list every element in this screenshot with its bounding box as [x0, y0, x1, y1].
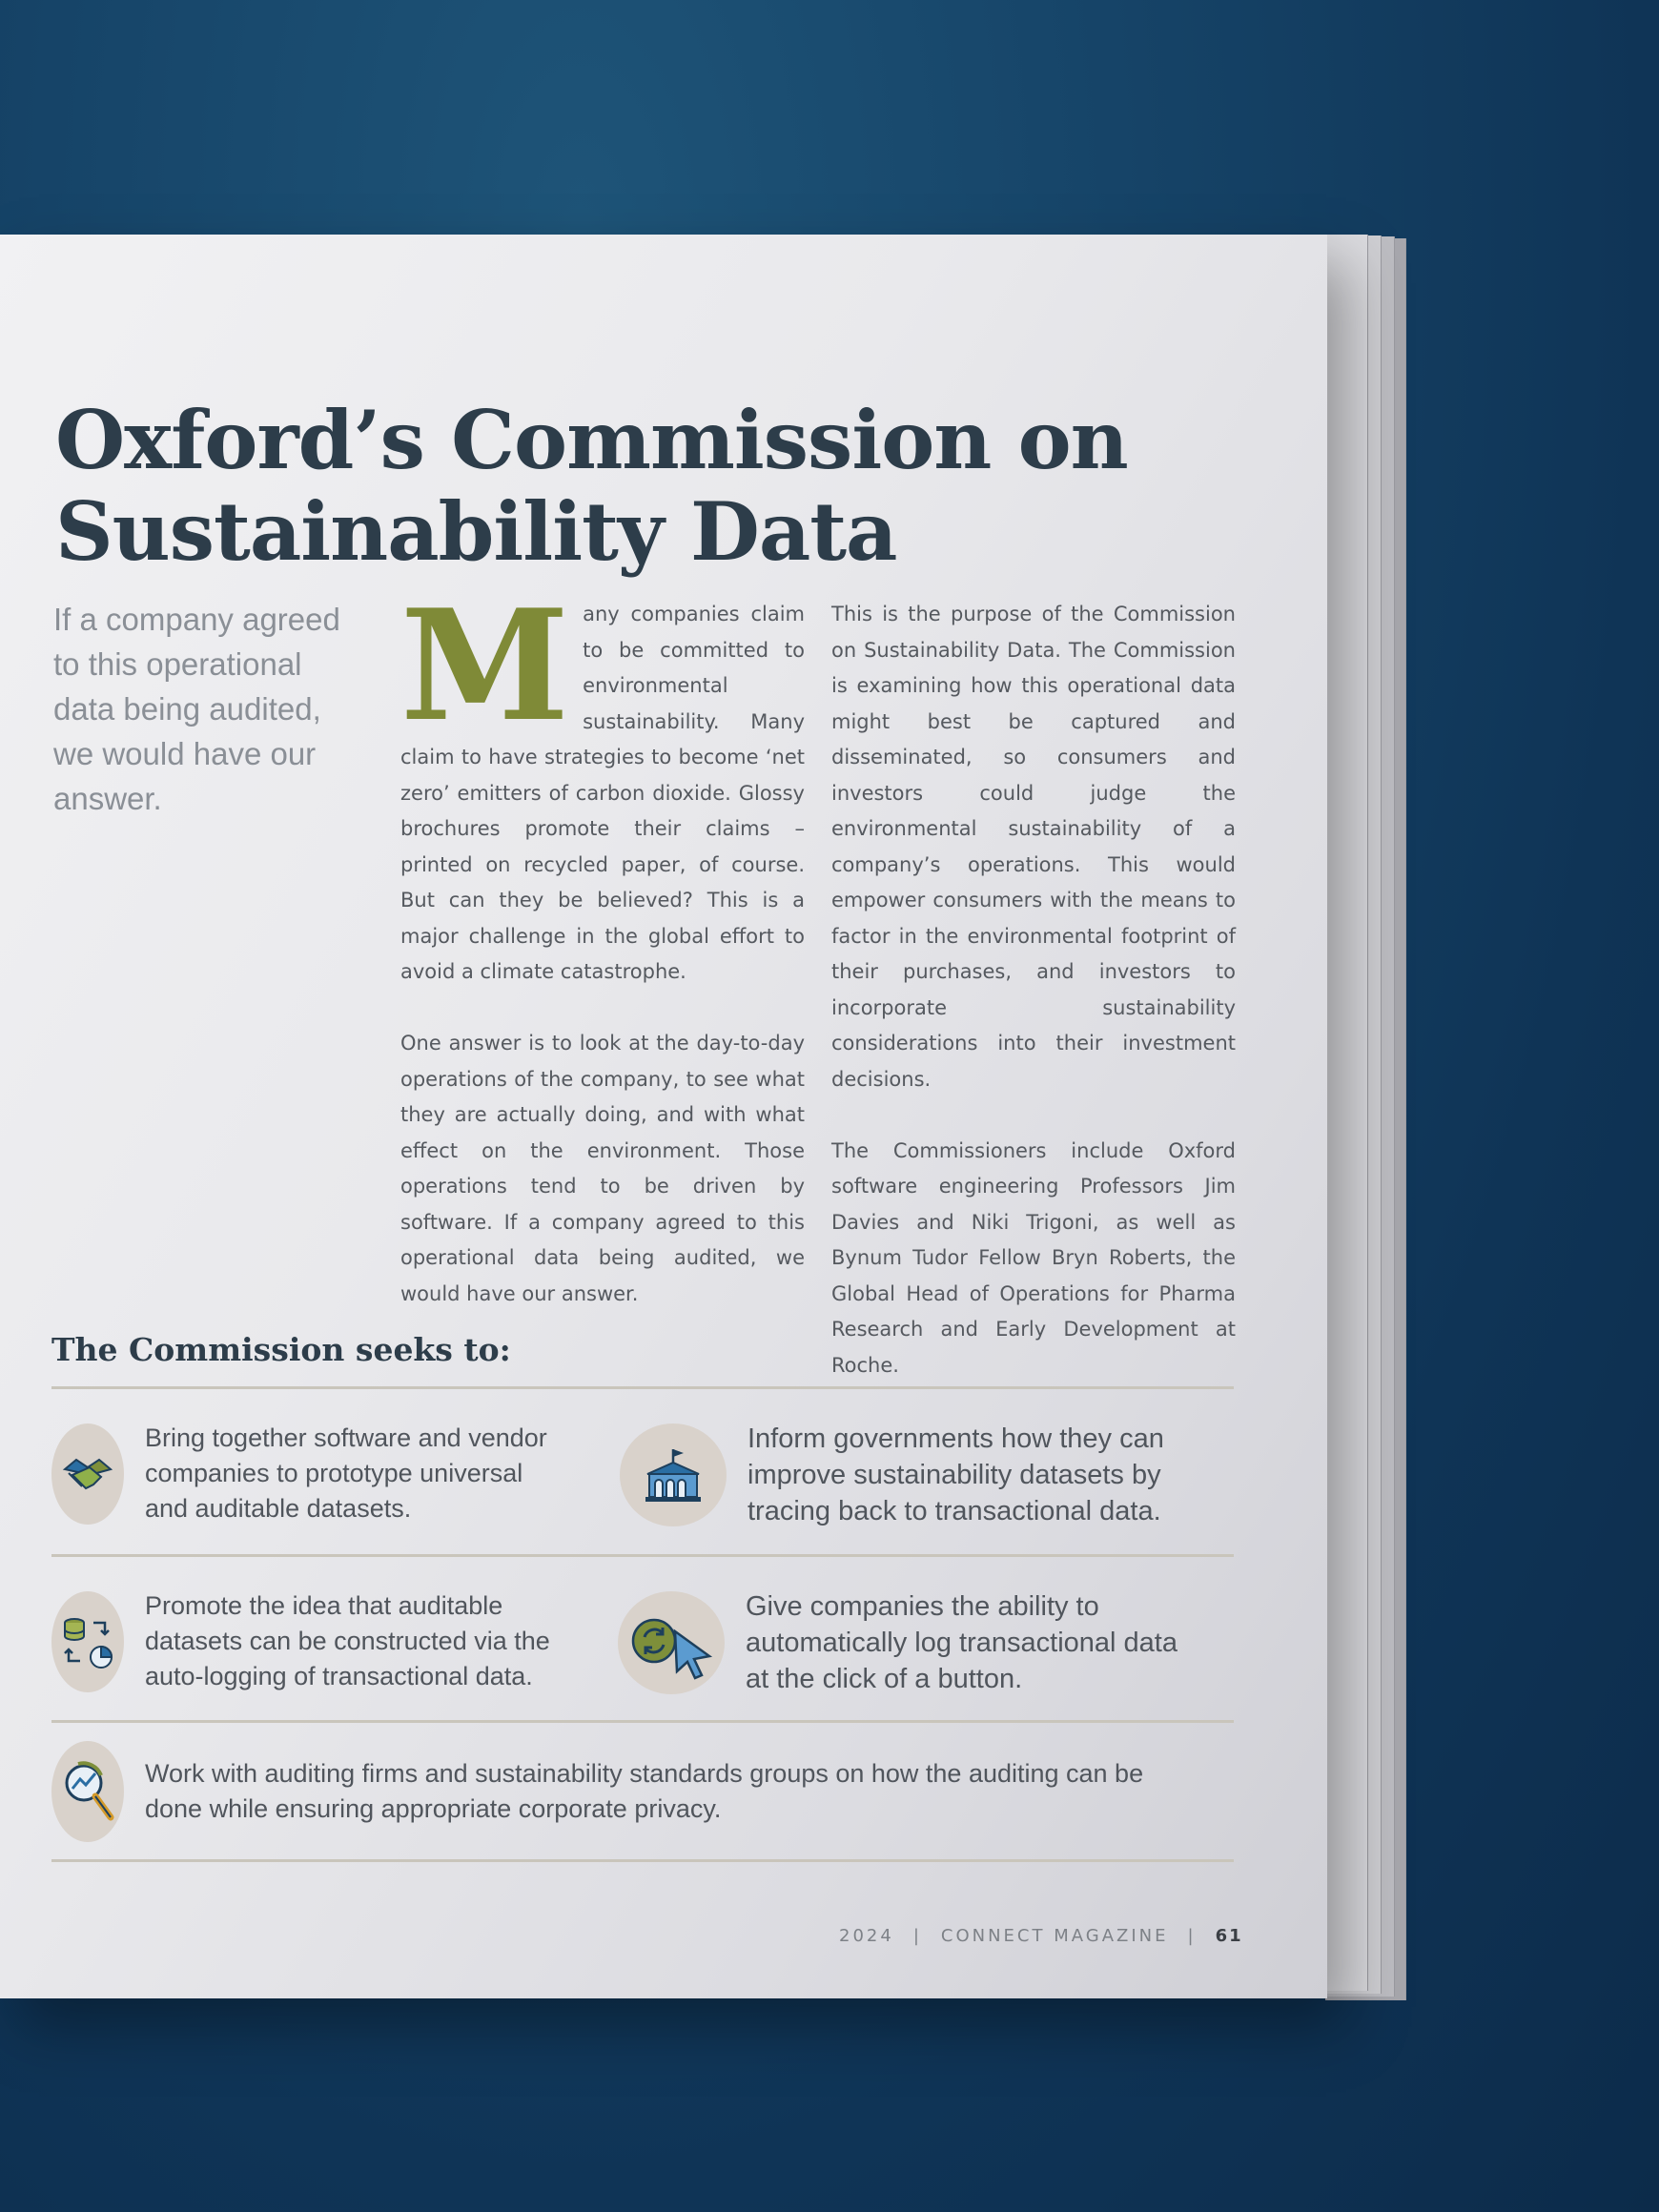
divider	[51, 1859, 1234, 1862]
handshake-icon	[51, 1423, 124, 1525]
article-title-line-1: Oxford’s Commission on	[55, 393, 1128, 487]
footer-separator: |	[1187, 1926, 1197, 1946]
cursor-sync-icon	[618, 1591, 725, 1694]
magazine-page	[0, 235, 1327, 1998]
seeks-item-text: Work with auditing firms and sustainability standards groups on how the auditing can be done while ensuring appropriate corporate privacy.	[145, 1759, 1144, 1823]
seeks-item	[618, 1588, 1228, 1697]
divider	[51, 1720, 1234, 1723]
seeks-item-text: Bring together software and vendor companies to prototype universal and auditable datasets.	[145, 1423, 547, 1523]
page-footer	[839, 1926, 1243, 1946]
footer-separator: |	[912, 1926, 922, 1946]
article-title-line-2: Sustainability Data	[55, 484, 897, 579]
footer-year: 2024	[839, 1926, 894, 1946]
seeks-item	[51, 1588, 604, 1694]
pull-quote: If a company agreed to this operational data being audited, we would have our answer.	[53, 602, 340, 816]
footer-magazine-name: CONNECT MAGAZINE	[940, 1926, 1169, 1946]
body-column-2	[831, 597, 1236, 1420]
seeks-item	[51, 1741, 1215, 1842]
seeks-item	[51, 1421, 585, 1526]
body-paragraph: One answer is to look at the day-to-day operations of the company, to see what they are actually doing, and with what effect on the environment. Those operations tend to be driven by software. If a company agreed to this operational data being audited, we would have our answer.	[400, 1032, 805, 1305]
divider	[51, 1554, 1234, 1557]
divider	[51, 1386, 1234, 1389]
body-column-1	[400, 576, 805, 1348]
seeks-item-text: Give companies the ability to automatically log transactional data at the click of a button.	[746, 1591, 1178, 1694]
government-building-icon	[620, 1423, 727, 1526]
seeks-item-text: Inform governments how they can improve sustainability datasets by tracing back to transactional data.	[748, 1423, 1164, 1526]
body-paragraph: The Commissioners include Oxford software engineering Professors Jim Davies and Niki Trigoni, as well as Bynum Tudor Fellow Bryn Roberts, the Global Head of Operations for Pharma Research and Early Development at Roche.	[831, 1138, 1236, 1377]
magazine-page-stack	[0, 235, 1405, 1998]
drop-cap: M	[400, 576, 570, 755]
body-paragraph: This is the purpose of the Commission on Sustainability Data. The Commission is examining how this operational data might best be captured and disseminated, so consumers and investors could judge the environmental sustainability of a company’s operations. This would empower consumers with the means to factor in the environmental footprint of their purchases, and investors to incorporate sustainability considerations into their investment decisions.	[831, 603, 1236, 1091]
magnifier-chart-icon	[51, 1741, 124, 1842]
page-number: 61	[1215, 1926, 1243, 1946]
database-chart-icon	[51, 1591, 124, 1692]
body-paragraph: any companies claim to be committed to environmental sustainability. Many claim to have strategies to become ‘net zero’ emitters of carbon dioxide. Glossy brochures promote their claims – printed on recycled paper, of course. But can they be believed? This is a major challenge in the global effort to avoid a climate catastrophe.	[400, 603, 805, 983]
seeks-item-text: Promote the idea that auditable datasets can be constructed via the auto-logging of transactional data.	[145, 1591, 550, 1690]
page-edge	[1325, 235, 1368, 1991]
seeks-heading: The Commission seeks to:	[51, 1331, 511, 1368]
seeks-item	[620, 1421, 1211, 1529]
article-title	[55, 395, 1128, 578]
